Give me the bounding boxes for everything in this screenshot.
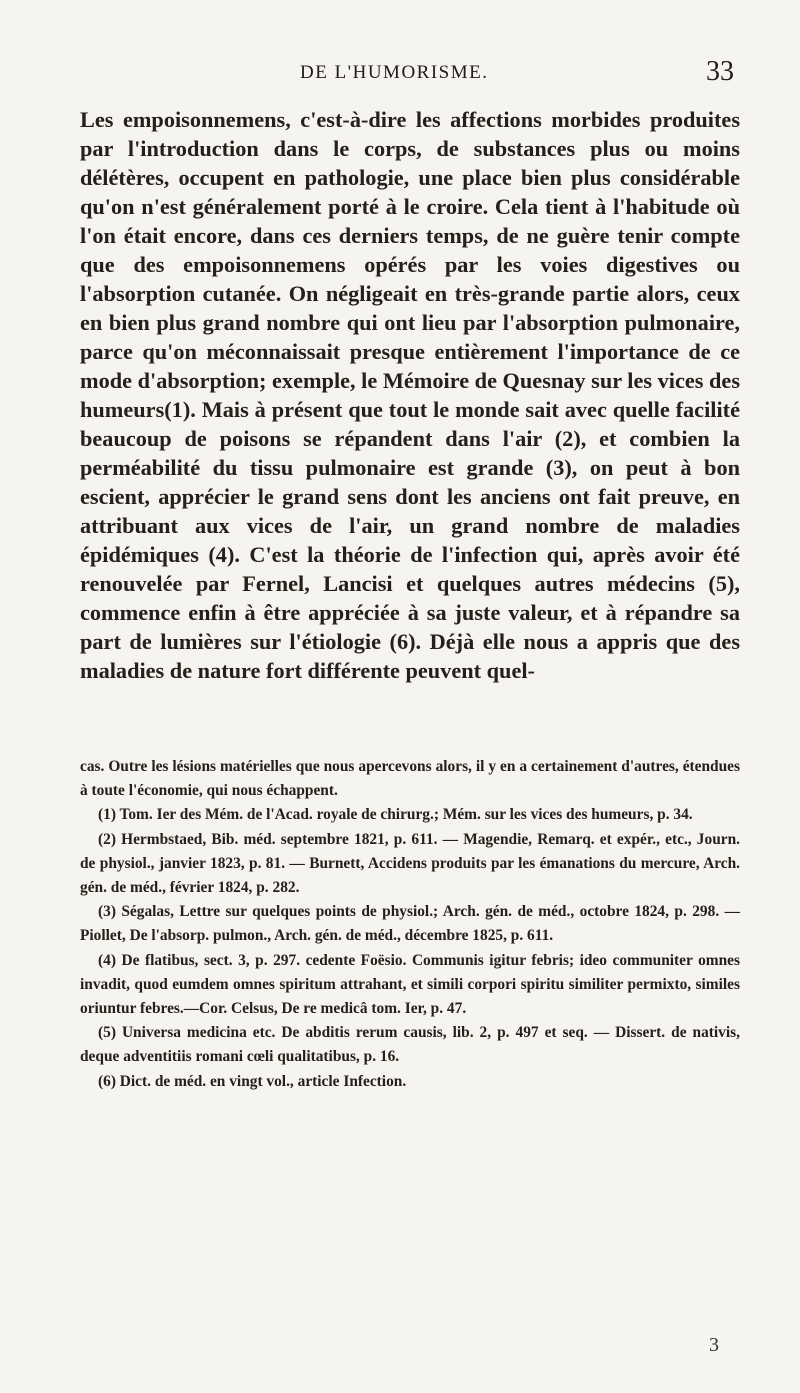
running-head: DE L'HUMORISME. — [300, 62, 489, 83]
footnote-1: (1) Tom. Ier des Mém. de l'Acad. royale de chirurg.; Mém. sur les vices des humeurs, p. 34. — [98, 806, 693, 824]
footnote-4: (4) De flatibus, sect. 3, p. 297. cedente Foësio. Communis igitur febris; ideo communiter omnes invadit, quod eumdem omnes spiritum attrahant, et simili corpori spiritu similiter permixto, similes oriuntur febres.—Cor. Celsus, De re medicâ tom. Ier, p. 47. — [80, 951, 740, 1018]
footnote-6: (6) Dict. de méd. en vingt vol., article Infection. — [98, 1072, 407, 1090]
footnote-3: (3) Ségalas, Lettre sur quelques points de physiol.; Arch. gén. de méd., octobre 1824, p. 298. — Piollet, De l'absorp. pulmon., Arch. gén. de méd., décembre 1825, p. 611. — [80, 903, 740, 945]
footnote-2: (2) Hermbstaed, Bib. méd. septembre 1821, p. 611. — Magendie, Remarq. et expér., etc., Journ. de physiol., janvier 1823, p. 81. — Burnett, Accidens produits par les émanations du mercure, Arch. gén. de méd., février 1824, p. 282. — [80, 830, 740, 897]
footnote-5: (5) Universa medicina etc. De abditis rerum causis, lib. 2, p. 497 et seq. — Dissert. de nativis, deque adventitiis romani cœli qualitatibus, p. 16. — [80, 1024, 740, 1066]
page-number: 33 — [706, 56, 734, 87]
signature-mark: 3 — [709, 1334, 719, 1356]
footnotes — [80, 755, 740, 1094]
page-header — [0, 58, 800, 88]
footnote-continuation: cas. Outre les lésions matérielles que nous apercevons alors, il y en a certainement d'autres, étendues à toute l'économie, qui nous échappent. — [80, 758, 740, 800]
main-paragraph: Les empoisonnemens, c'est-à-dire les affections morbides produites par l'introduction dans le corps, de substances plus ou moins délétères, occupent en pathologie, une place bien plus considérable qu'on n'est généralement porté à le croire. Cela tient à l'habitude où l'on était encore, dans ces derniers temps, de ne guère tenir compte que des empoisonnemens opérés par les voies digestives ou l'absorption cutanée. On négligeait en très-grande partie alors, ceux en bien plus grand nombre qui ont lieu par l'absorption pulmonaire, parce qu'on méconnaissait presque entièrement l'importance de ce mode d'absorption; exemple, le Mémoire de Quesnay sur les vices des humeurs(1). Mais à présent que tout le monde sait avec quelle facilité beaucoup de poisons se répandent dans l'air (2), et combien la perméabilité du tissu pulmonaire est grande (3), on peut à bon escient, apprécier le grand sens dont les anciens ont fait preuve, en attribuant aux vices de l'air, un grand nombre de maladies épidémiques (4). C'est la théorie de l'infection qui, après avoir été renouvelée par Fernel, Lancisi et quelques autres médecins (5), commence enfin à être appréciée à sa juste valeur, et à répandre sa part de lumières sur l'étiologie (6). Déjà elle nous a appris que des maladies de nature fort différente peuvent quel- — [80, 107, 740, 683]
